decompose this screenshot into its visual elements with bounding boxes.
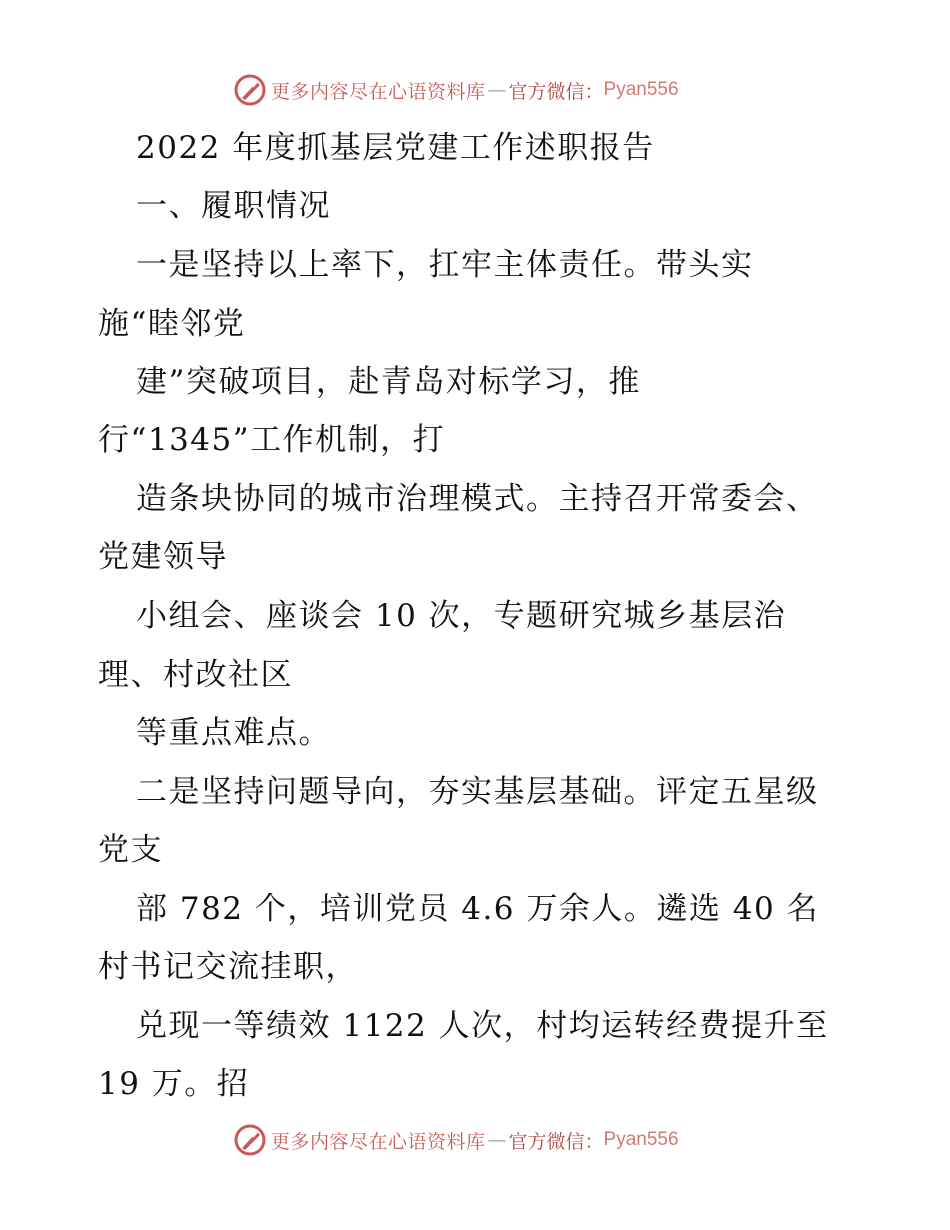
paragraph-line: 部 782 个，培训党员 4.6 万余人。遴选 40 名	[136, 891, 820, 927]
paragraph-line: 村书记交流挂职，	[98, 949, 358, 985]
paragraph-line: 施“睦邻党	[98, 306, 246, 342]
watermark-wechat-label: 官方微信：	[508, 1130, 604, 1153]
paragraph-line: 兑现一等绩效 1122 人次，村均运转经费提升至	[136, 1008, 829, 1044]
paragraph-line: 造条块协同的城市治理模式。主持召开常委会、	[136, 481, 819, 517]
paragraph-line: 一是坚持以上率下，扛牢主体责任。带头实	[136, 247, 754, 283]
watermark-text: 更多内容尽在心语资料库	[271, 80, 486, 103]
quill-logo-icon	[233, 1123, 267, 1157]
paragraph-line: 党建领导	[98, 539, 228, 575]
watermark-wechat-label: 官方微信：	[508, 80, 604, 103]
watermark-wechat-id: Pyan556	[603, 79, 679, 100]
paragraph-line: 党支	[98, 832, 163, 868]
watermark-wechat-id: Pyan556	[603, 1129, 679, 1150]
paragraph-line: 建”突破项目，赴青岛对标学习，推	[136, 364, 641, 400]
paragraph-line: 小组会、座谈会 10 次，专题研究城乡基层治	[136, 598, 787, 634]
quill-logo-icon	[233, 73, 267, 107]
document-title: 2022 年度抓基层党建工作述职报告	[136, 130, 655, 166]
watermark-separator: —	[487, 1129, 507, 1151]
watermark-separator: —	[487, 79, 507, 101]
paragraph-line: 理、村改社区	[98, 657, 293, 693]
paragraph-line: 二是坚持问题导向，夯实基层基础。评定五星级	[136, 774, 819, 810]
watermark-text: 更多内容尽在心语资料库	[271, 1130, 486, 1153]
watermark-header	[233, 72, 679, 108]
paragraph-line: 19 万。招	[98, 1066, 250, 1102]
paragraph-line: 行“1345”工作机制，打	[98, 422, 446, 458]
paragraph-line: 等重点难点。	[136, 715, 331, 751]
section-heading: 一、履职情况	[136, 188, 331, 224]
watermark-footer	[233, 1122, 679, 1158]
